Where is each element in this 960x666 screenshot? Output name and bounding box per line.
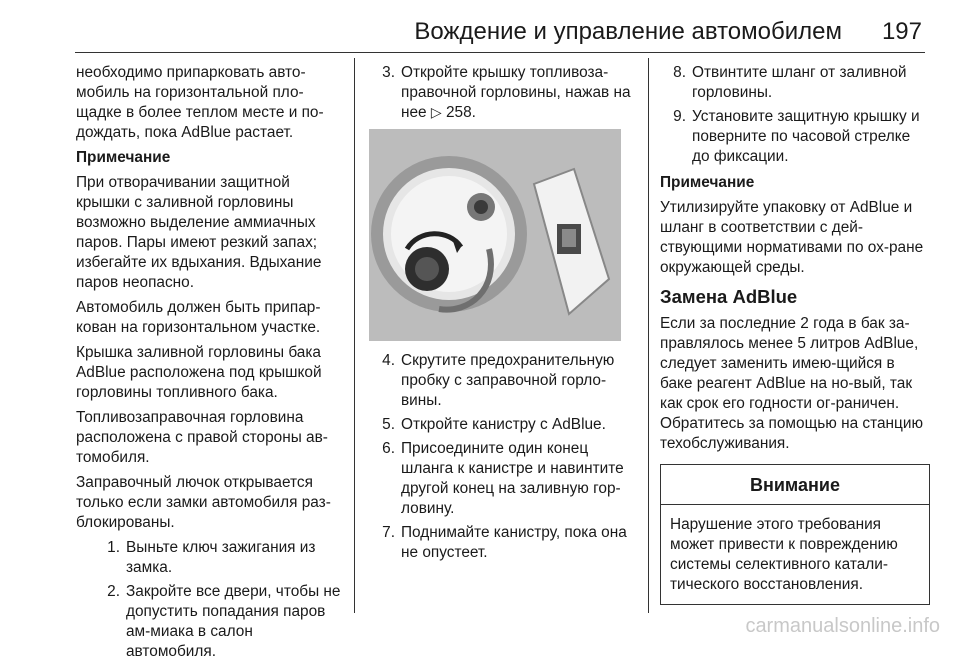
step-text: Выньте ключ зажигания из замка.: [126, 539, 316, 576]
list-item: [369, 351, 633, 411]
note-text: При отворачивании защитной крышки с заливной горловины возможно выделение аммиачных паров. Пары имеют резкий запах; избегайте их вдыхания. Вдыхание паров неопасно.: [76, 174, 322, 291]
steps-list: [660, 63, 928, 167]
column-left: [76, 63, 342, 666]
step-number: 6.: [382, 440, 395, 457]
reference-arrow-icon: ▷: [430, 105, 442, 121]
note-text: Утилизируйте упаковку от AdBlue и шланг в соответствии с дей-ствующими нормативами по ох-ране окружающей среды.: [660, 199, 924, 276]
page-number: 197: [881, 18, 922, 45]
step-text: Откройте крышку топливоза-правочной горловины, нажав на нее: [401, 64, 631, 121]
warning-box: [660, 464, 930, 605]
paragraph-key: Заправочный лючок открывается только если замки автомобиля раз-блокированы.: [76, 474, 331, 531]
page-title: Вождение и управление автомобилем: [414, 18, 842, 45]
list-item: [76, 538, 342, 578]
step-number: 9.: [673, 108, 686, 125]
list-item: [369, 439, 633, 519]
list-item: [369, 523, 633, 563]
list-item: [660, 63, 928, 103]
step-text: Поднимайте канистру, пока она не опустеет.: [401, 524, 627, 561]
column-right: [660, 63, 928, 605]
step-number: 2.: [107, 583, 120, 600]
step-text: Откройте канистру с AdBlue.: [401, 416, 606, 433]
header-rule: [75, 52, 925, 53]
warning-heading: Внимание: [661, 465, 929, 505]
list-item: [369, 415, 633, 435]
fuel-flap-illustration: [369, 129, 621, 341]
list-item: [369, 63, 633, 123]
column-divider: [648, 58, 649, 613]
paragraph-intro: необходимо припарковать авто-мобиль на горизонтальной пло-щадке в более теплом месте и по-дождать, пока AdBlue растает.: [76, 64, 324, 141]
step-text: Присоедините один конец шланга к канистре и навинтите другой конец на заливную гор-ловину.: [401, 440, 624, 517]
paragraph-replace: Если за последние 2 года в бак за-правлялось менее 5 литров AdBlue, следует заменить имею-щийся в баке реагент AdBlue на но-вый, так как срок его годности ог-раничен. Обратитесь за помощью на станцию техобслуживания.: [660, 315, 923, 452]
step-text: Скрутите предохранительную пробку с заправочной горло-вины.: [401, 352, 615, 409]
step-number: 4.: [382, 352, 395, 369]
note-heading: Примечание: [660, 174, 755, 191]
watermark: carmanualsonline.info: [745, 615, 940, 637]
step-text: Закройте все двери, чтобы не допустить попадания паров ам-миака в салон автомобиля.: [126, 583, 341, 660]
step-number: 1.: [107, 539, 120, 556]
page-reference[interactable]: 258.: [445, 104, 476, 121]
step-text: Установите защитную крышку и поверните по часовой стрелке до фиксации.: [692, 108, 920, 165]
column-divider: [354, 58, 355, 613]
warning-text: Нарушение этого требования может привести к повреждению системы селективного катали-тического восстановления.: [670, 516, 898, 593]
step-number: 8.: [673, 64, 686, 81]
step-number: 3.: [382, 64, 395, 81]
paragraph-cover: Крышка заливной горловины бака AdBlue расположена под крышкой горловины топливного бака.: [76, 344, 322, 401]
step-text-container: [401, 63, 633, 123]
section-heading: Замена AdBlue: [660, 286, 798, 307]
list-item: [660, 107, 928, 167]
steps-list: [369, 351, 633, 563]
steps-list: [76, 538, 342, 662]
list-item: [76, 582, 342, 662]
page-header: [0, 0, 960, 58]
step-number: 5.: [382, 416, 395, 433]
paragraph-location: Топливозаправочная горловина расположена с правой стороны ав-томобиля.: [76, 409, 328, 466]
step-number: 7.: [382, 524, 395, 541]
step-text: Отвинтите шланг от заливной горловины.: [692, 64, 907, 101]
fuel-flap-photo: [369, 129, 621, 341]
column-middle: [369, 63, 633, 567]
paragraph-parking: Автомобиль должен быть припар-кован на горизонтальном участке.: [76, 299, 321, 336]
note-heading: Примечание: [76, 149, 171, 166]
